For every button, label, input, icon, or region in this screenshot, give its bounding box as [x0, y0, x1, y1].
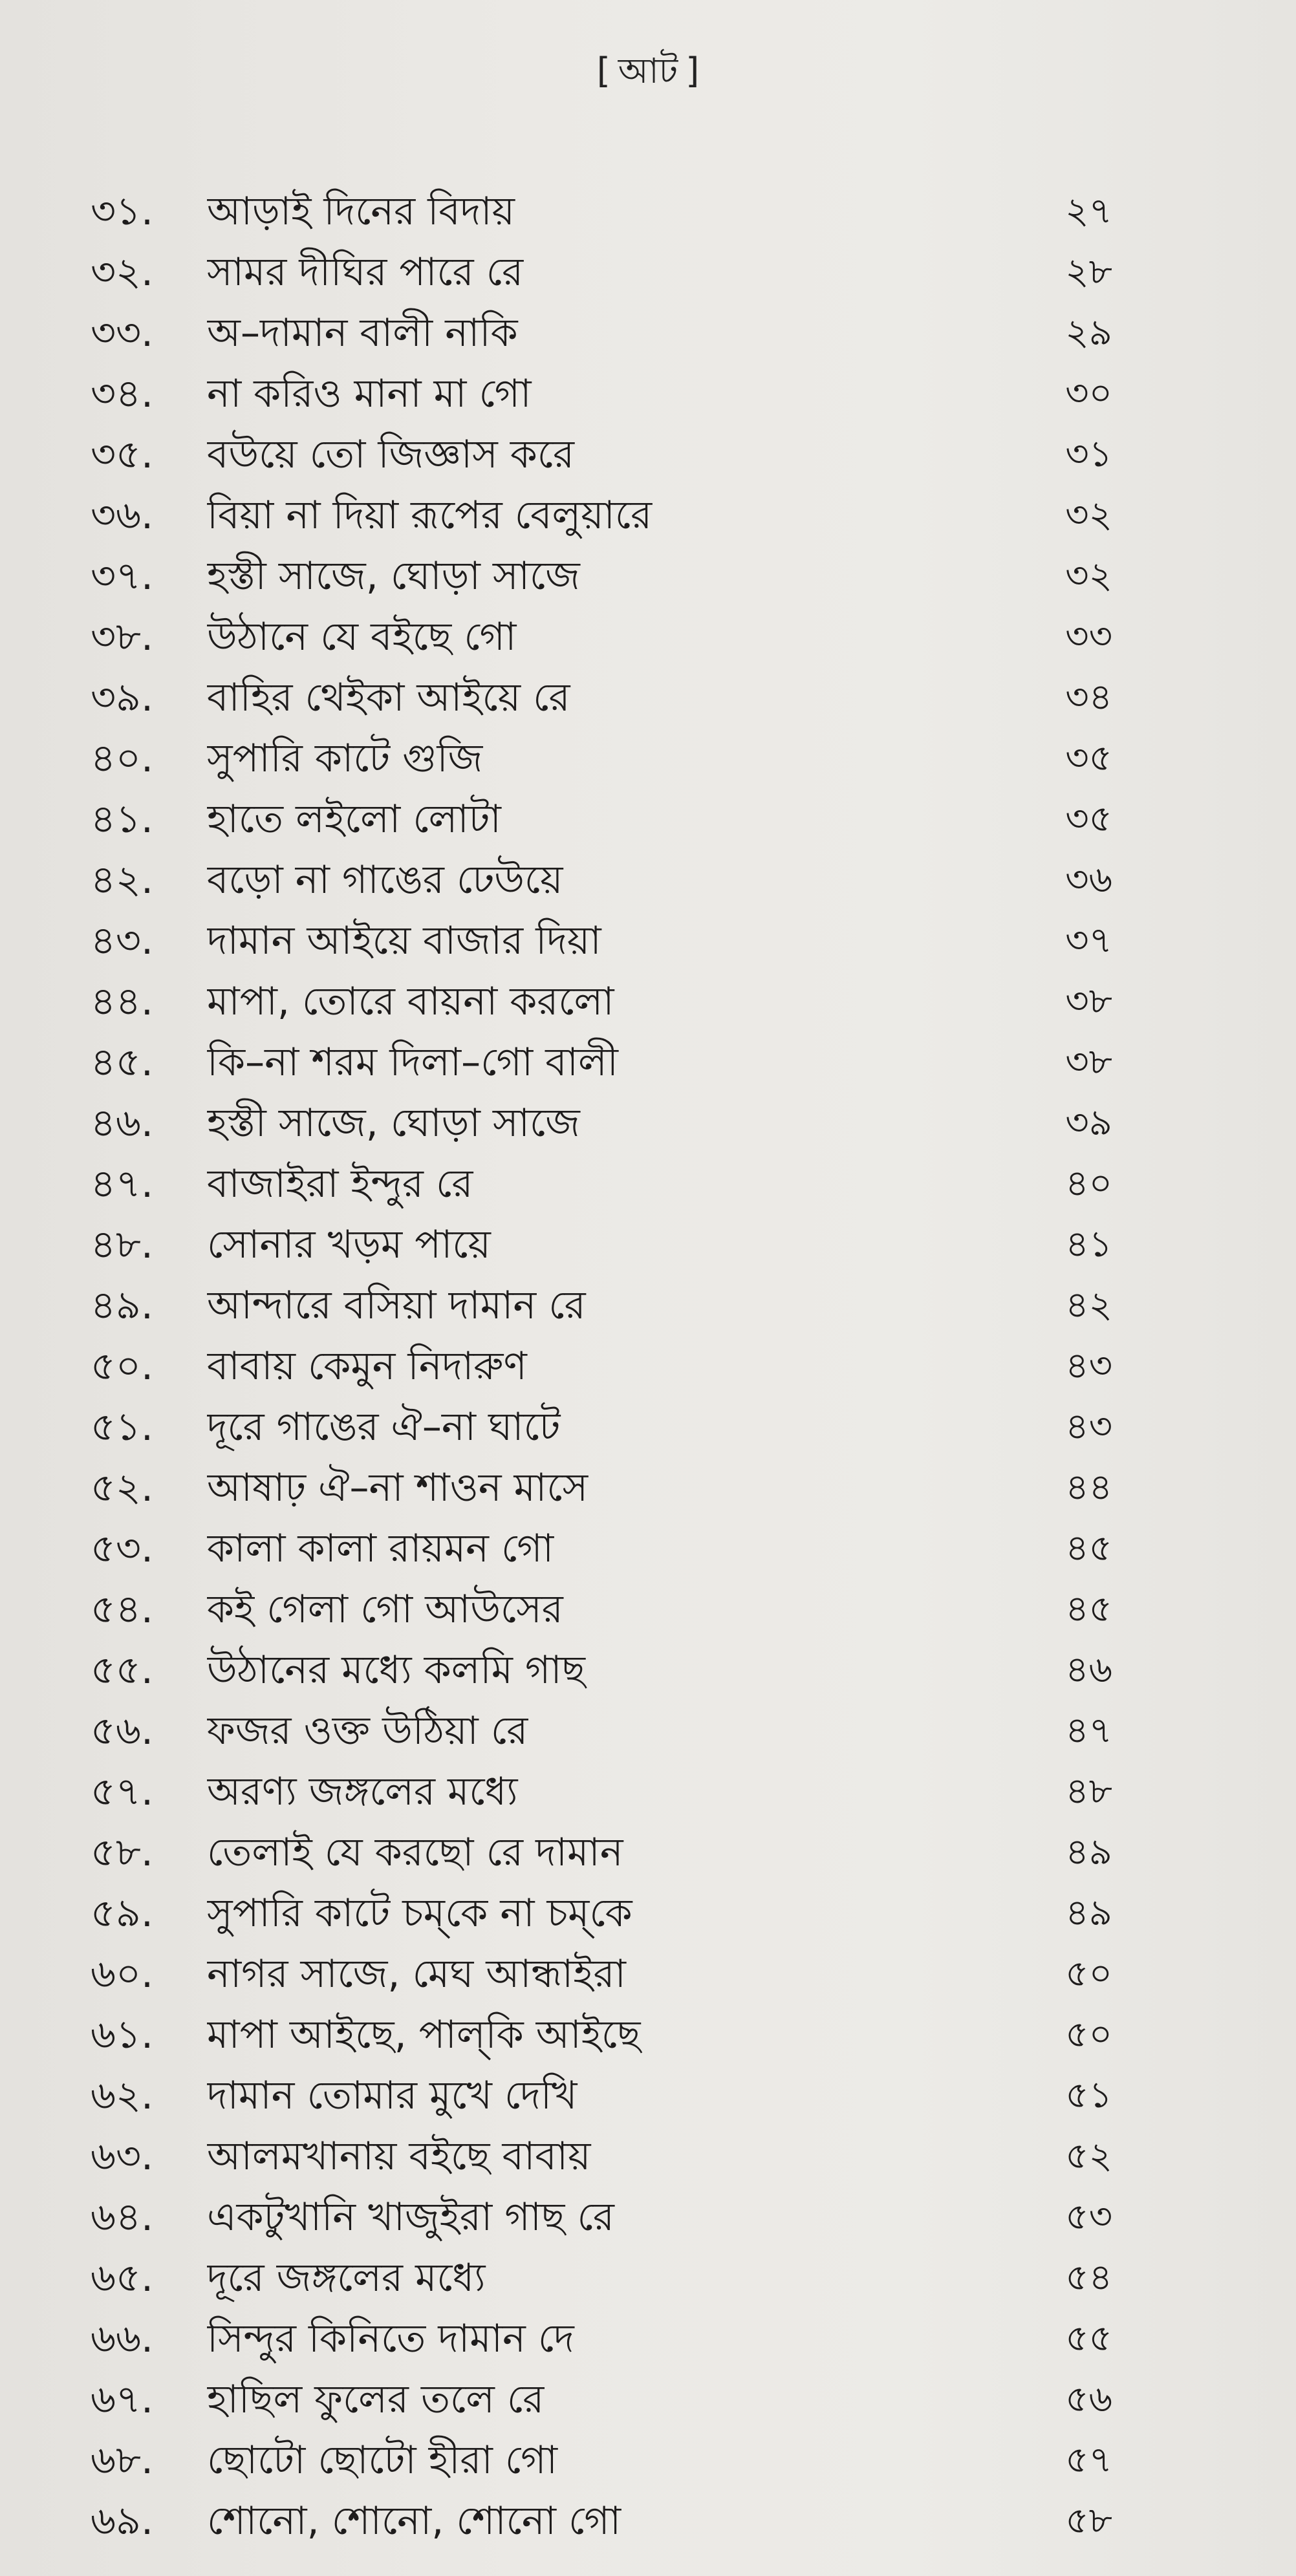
- toc-entry-number: ৪৩.: [91, 918, 154, 963]
- toc-entry-page: ২৮: [1065, 251, 1112, 293]
- page-label: আট: [618, 50, 678, 91]
- toc-entry-title: বিয়া না দিয়া রূপের বেলুয়ারে: [207, 493, 653, 538]
- toc-entry: [91, 1883, 1112, 1944]
- toc-entry-number: ৬৮.: [91, 2438, 154, 2483]
- toc-entry: [91, 1457, 1112, 1518]
- toc-entry: [91, 1761, 1112, 1822]
- toc-entry-number: ৪৫.: [91, 1040, 153, 1085]
- toc-entry: [91, 1336, 1112, 1397]
- toc-entry-title: মাপা আইছে, পাল্‌কি আইছে: [207, 2012, 641, 2057]
- toc-entry-page: ৫৩: [1065, 2196, 1112, 2238]
- toc-entry-number: ৬৭.: [91, 2377, 154, 2422]
- toc-entry: [91, 242, 1112, 303]
- toc-entry-page: ৫৪: [1065, 2257, 1112, 2299]
- toc-entry-title: দূরে জঙ্গলের মধ্যে: [207, 2255, 486, 2301]
- toc-entry-page: ৫০: [1065, 1953, 1112, 1995]
- toc-entry-number: ৩১.: [91, 189, 154, 234]
- toc-entry-page: ২৯: [1065, 312, 1112, 354]
- toc-entry-title: বউয়ে তো জিজ্ঞাস করে: [207, 432, 574, 477]
- toc-entry: [91, 424, 1112, 485]
- toc-entry: [91, 1944, 1112, 2004]
- toc-entry-page: ৩৭: [1065, 919, 1112, 961]
- toc-entry-title: হস্তী সাজে, ঘোড়া সাজে: [207, 553, 580, 599]
- toc-entry-page: ৩৩: [1065, 616, 1112, 658]
- toc-entry: [91, 1518, 1112, 1579]
- toc-entry-page: ৪৩: [1065, 1345, 1112, 1387]
- toc-entry-number: ৫০.: [91, 1344, 154, 1389]
- toc-entry-title: কি–না শরম দিলা–গো বালী: [207, 1040, 618, 1085]
- toc-entry-page: ৪৮: [1065, 1770, 1112, 1812]
- toc-entry-number: ৩৬.: [91, 493, 154, 538]
- toc-entry-title: আষাঢ় ঐ–না শাওন মাসে: [207, 1465, 589, 1510]
- toc-entry-page: ৪৫: [1065, 1527, 1112, 1569]
- toc-entry-number: ৫৩.: [91, 1526, 154, 1571]
- toc-entry-title: বাহির থেইকা আইয়ে রে: [207, 675, 570, 720]
- toc-entry-number: ৫৫.: [91, 1648, 153, 1693]
- toc-entry: [91, 2126, 1112, 2187]
- toc-entry-page: ৪৩: [1065, 1406, 1112, 1448]
- toc-entry-number: ৩৭.: [91, 553, 154, 599]
- toc-entry-page: ৩৫: [1065, 737, 1112, 779]
- toc-entry-title: আন্দারে বসিয়া দামান রে: [207, 1283, 586, 1328]
- toc-entry: [91, 910, 1112, 971]
- toc-entry-number: ৪৬.: [91, 1100, 154, 1146]
- toc-entry-title: সামর দীঘির পারে রে: [207, 250, 524, 295]
- toc-entry-page: ৫৫: [1065, 2317, 1112, 2359]
- toc-entry-page: ৪৯: [1065, 1831, 1112, 1873]
- toc-entry-page: ৪৫: [1065, 1588, 1112, 1630]
- toc-entry-title: দামান আইয়ে বাজার দিয়া: [207, 918, 601, 963]
- toc-entry-title: দামান তোমার মুখে দেখি: [207, 2073, 578, 2118]
- toc-entry-number: ৬৫.: [91, 2255, 154, 2301]
- toc-entry-number: ৫৪.: [91, 1587, 153, 1632]
- toc-entry: [91, 181, 1112, 242]
- toc-entry: [91, 1579, 1112, 1640]
- toc-entry-title: হস্তী সাজে, ঘোড়া সাজে: [207, 1100, 580, 1146]
- toc-entry-title: অরণ্য জঙ্গলের মধ্যে: [207, 1769, 518, 1814]
- toc-entry-page: ৫০: [1065, 2013, 1112, 2055]
- toc-entry-title: দূরে গাঙের ঐ–না ঘাটে: [207, 1404, 561, 1450]
- toc-entry-page: ৫৭: [1065, 2439, 1112, 2481]
- toc-entry-title: উঠানে যে বইছে গো: [207, 614, 517, 660]
- toc-entry: [91, 2187, 1112, 2248]
- toc-entry-number: ৪৮.: [91, 1222, 153, 1267]
- toc-entry-page: ৪২: [1065, 1284, 1112, 1326]
- toc-entry-title: আড়াই দিনের বিদায়: [207, 189, 515, 234]
- toc-entry-page: ৫৬: [1065, 2378, 1112, 2420]
- toc-entry-number: ৬৯.: [91, 2498, 154, 2544]
- toc-entry-title: ছোটো ছোটো হীরা গো: [207, 2438, 557, 2483]
- toc-entry-page: ৩২: [1065, 494, 1112, 536]
- toc-entry: [91, 2065, 1112, 2126]
- toc-entry-number: ৫৬.: [91, 1708, 154, 1754]
- toc-entry: [91, 2491, 1112, 2551]
- toc-entry-number: ৩৪.: [91, 371, 154, 416]
- toc-entry: [91, 2248, 1112, 2308]
- toc-entry: [91, 1214, 1112, 1275]
- toc-entry-title: সোনার খড়ম পায়ে: [207, 1222, 491, 1267]
- toc-entry-number: ৬৬.: [91, 2316, 154, 2361]
- toc-entry-title: হাছিল ফুলের তলে রে: [207, 2377, 545, 2422]
- toc-entry: [91, 1154, 1112, 1214]
- toc-entry-title: আলমখানায় বইছে বাবায়: [207, 2134, 591, 2179]
- toc-entry-title: না করিও মানা মা গো: [207, 371, 532, 416]
- toc-entry-title: শোনো, শোনো, শোনো গো: [207, 2498, 621, 2544]
- toc-entry-number: ৪০.: [91, 736, 154, 781]
- toc-entry: [91, 728, 1112, 789]
- toc-entry-page: ৪৭: [1065, 1710, 1112, 1752]
- toc-entry: [91, 2308, 1112, 2369]
- toc-entry-title: কালা কালা রায়মন গো: [207, 1526, 554, 1571]
- toc-entry: [91, 363, 1112, 424]
- toc-entry-page: ৩৪: [1065, 676, 1112, 718]
- toc-entry-title: একটুখানি খাজুইরা গাছ রে: [207, 2195, 614, 2240]
- toc-entry-page: ৩৬: [1065, 859, 1112, 901]
- toc-entry-page: ৫২: [1065, 2135, 1112, 2177]
- toc-entry-page: ২৭: [1065, 190, 1112, 232]
- toc-entry-page: ৪৯: [1065, 1892, 1112, 1934]
- toc-entry-number: ৬৩.: [91, 2134, 154, 2179]
- toc-entry-title: হাতে লইলো লোটা: [207, 797, 501, 842]
- toc-entry: [91, 546, 1112, 606]
- toc-entry-number: ৫৯.: [91, 1891, 153, 1936]
- page-header: [0, 45, 1296, 97]
- toc-entry-page: ৩০: [1065, 372, 1112, 414]
- toc-entry-title: বড়ো না গাঙের ঢেউয়ে: [207, 857, 563, 903]
- toc-entry-number: ৪৯.: [91, 1283, 153, 1328]
- toc-entry-title: অ–দামান বালী নাকি: [207, 310, 518, 356]
- toc-entry: [91, 1275, 1112, 1336]
- toc-entry: [91, 850, 1112, 910]
- toc-entry: [91, 1640, 1112, 1701]
- toc-entry-page: ৩১: [1065, 433, 1112, 475]
- toc-entry-page: ৩২: [1065, 555, 1112, 597]
- toc-entry: [91, 303, 1112, 363]
- toc-entry: [91, 2430, 1112, 2491]
- toc-entry-title: ফজর ওক্ত উঠিয়া রে: [207, 1708, 528, 1754]
- toc-entry: [91, 2369, 1112, 2430]
- toc-entry: [91, 1397, 1112, 1457]
- header-close-bracket: ]: [686, 50, 700, 91]
- toc-entry-number: ৫৭.: [91, 1769, 154, 1814]
- toc-entry-page: ৪৪: [1065, 1466, 1112, 1508]
- toc-entry-number: ৪২.: [91, 857, 154, 903]
- toc-entry-title: নাগর সাজে, মেঘ আন্ধাইরা: [207, 1951, 626, 1997]
- toc-entry: [91, 2004, 1112, 2065]
- toc-entry-title: মাপা, তোরে বায়না করলো: [207, 979, 614, 1024]
- toc-entry: [91, 1093, 1112, 1154]
- toc-entry-title: সিন্দুর কিনিতে দামান দে: [207, 2316, 574, 2361]
- toc-entry-page: ৫১: [1065, 2074, 1112, 2116]
- toc-entry-page: ৩৫: [1065, 798, 1112, 840]
- toc-entry: [91, 1822, 1112, 1883]
- toc-entry-number: ৬২.: [91, 2073, 154, 2118]
- toc-entry: [91, 485, 1112, 546]
- header-open-bracket: [: [596, 50, 610, 91]
- toc-entry-number: ৬৪.: [91, 2195, 154, 2240]
- toc-entry-number: ৪৭.: [91, 1161, 154, 1207]
- toc-entry-page: ৪৬: [1065, 1649, 1112, 1691]
- toc-entry-number: ৫৮.: [91, 1830, 153, 1875]
- toc-entry-page: ৩৯: [1065, 1102, 1112, 1144]
- toc-entry: [91, 1701, 1112, 1761]
- toc-entry: [91, 789, 1112, 850]
- toc-entry-title: বাবায় কেমুন নিদারুণ: [207, 1344, 527, 1389]
- toc-entry-title: বাজাইরা ইন্দুর রে: [207, 1161, 473, 1207]
- toc-entry-title: সুপারি কাটে চম্‌কে না চম্‌কে: [207, 1891, 632, 1936]
- toc-entry-number: ৪১.: [91, 797, 153, 842]
- toc-entry: [91, 971, 1112, 1032]
- toc-entry-number: ৩৯.: [91, 675, 154, 720]
- toc-entry-number: ৩৩.: [91, 310, 154, 356]
- toc-entry-page: ৪১: [1065, 1223, 1112, 1265]
- toc-entry-title: তেলাই যে করছো রে দামান: [207, 1830, 623, 1875]
- toc-entry-title: সুপারি কাটে গুজি: [207, 736, 483, 781]
- toc-entry-page: ৩৮: [1065, 980, 1112, 1022]
- toc-entry-title: উঠানের মধ্যে কলমি গাছ: [207, 1648, 586, 1693]
- toc-entry-number: ৩২.: [91, 250, 154, 295]
- toc-entry-number: ৩৮.: [91, 614, 154, 660]
- toc-entry-title: কই গেলা গো আউসের: [207, 1587, 563, 1632]
- toc-entry-number: ৬১.: [91, 2012, 154, 2057]
- toc-entry: [91, 667, 1112, 728]
- toc-entry-number: ৫১.: [91, 1404, 153, 1450]
- toc-entry-number: ৫২.: [91, 1465, 154, 1510]
- toc-entry-number: ৬০.: [91, 1951, 154, 1997]
- toc-entry: [91, 606, 1112, 667]
- toc-entry: [91, 1032, 1112, 1093]
- toc-entry-page: ৩৮: [1065, 1041, 1112, 1083]
- table-of-contents: [91, 181, 1112, 2551]
- toc-entry-page: ৫৮: [1065, 2500, 1112, 2542]
- toc-entry-number: ৪৪.: [91, 979, 153, 1024]
- toc-entry-page: ৪০: [1065, 1163, 1112, 1205]
- toc-entry-number: ৩৫.: [91, 432, 154, 477]
